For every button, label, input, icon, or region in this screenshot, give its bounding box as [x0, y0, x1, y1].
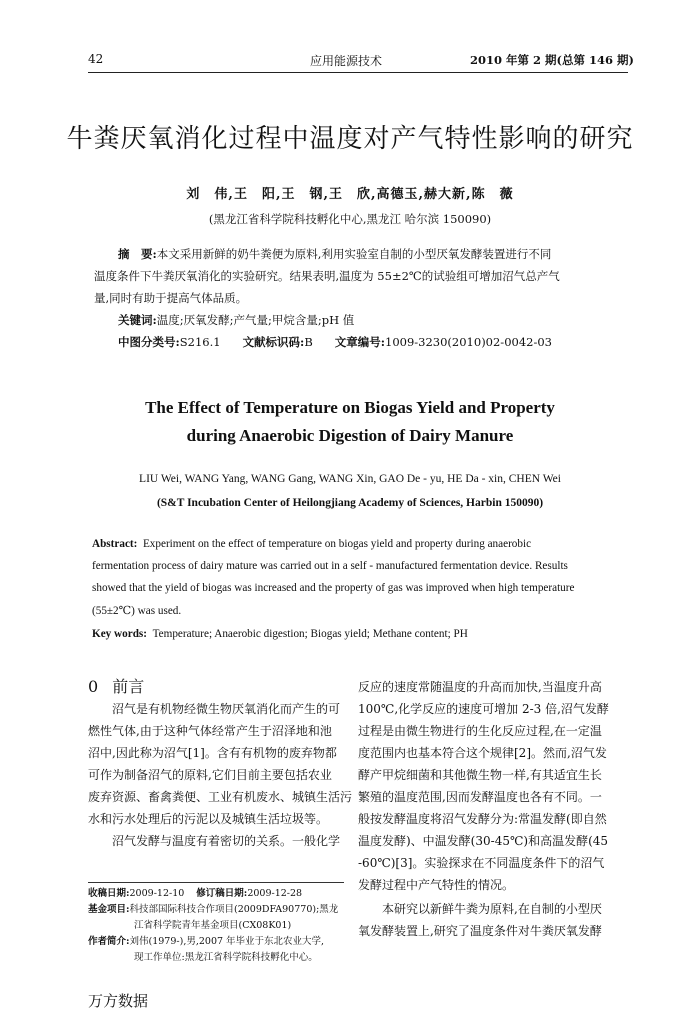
body-line: 繁殖的温度范围,因而发酵温度也各有不同。一	[358, 790, 602, 804]
body-line: 本研究以新鲜牛粪为原料,在自制的小型厌	[358, 902, 602, 916]
right-column	[358, 676, 630, 958]
page-number: 42	[88, 52, 104, 66]
title-en-line-2: during Anaerobic Digestion of Dairy Manure	[186, 426, 514, 445]
authors-cn: 刘 伟,王 阳,王 钢,王 欣,高德玉,赫大新,陈 薇	[186, 187, 514, 202]
abstract-en-line: Abstract: Experiment on the effect of temperature on biogas yield and property during anaerobic	[92, 538, 532, 550]
watermark: 万方数据	[88, 992, 149, 1010]
abstract-en-line: showed that the yield of biogas was increased and the property of gas was improved when high temperature	[92, 582, 575, 594]
affiliation-en: (S&T Incubation Center of Heilongjiang Academy of Sciences, Harbin 150090)	[156, 497, 544, 509]
body-line: 温度发酵)、中温发酵(30-45℃)和高温发酵(45	[358, 834, 609, 848]
issue-info: 2010 年第 2 期(总第 146 期)	[470, 53, 634, 67]
abstract-cn-line: 量,同时有助于提高气体品质。	[94, 291, 248, 305]
left-column	[88, 698, 358, 858]
abstract-cn-label: 摘 要:	[118, 247, 157, 261]
abstract-cn-line: 温度条件下牛粪厌氧消化的实验研究。结果表明,温度为 55±2℃的试验组可增加沼气总产气	[94, 269, 560, 283]
body-line: 废弃资源、畜禽粪便、工业有机废水、城镇生活污	[88, 790, 353, 804]
body-line: 沼气发酵与温度有着密切的关系。一般化学	[88, 834, 341, 848]
abstract-en-line: fermentation process of dairy mature was carried out in a self - manufactured fermentation device. Results	[92, 560, 568, 572]
body-line: 可作为制备沼气的原料,它们目前主要包括农业	[88, 768, 332, 782]
abstract-en-line: (55±2℃) was used.	[92, 605, 182, 617]
body-line: 发酵过程中产气特性的情况。	[358, 878, 515, 892]
header-rule	[88, 72, 628, 73]
abstract-cn	[94, 244, 606, 360]
body-line: 过程是由微生物进行的生化反应过程,在一定温	[358, 724, 602, 738]
body-line: -60℃)[3]。实验探求在不同温度条件下的沼气	[358, 856, 605, 870]
section-heading: 0 前言	[88, 677, 145, 696]
footnote-dates: 收稿日期:2009-12-10 修订稿日期:2009-12-28	[88, 888, 303, 899]
title-en-line-1: The Effect of Temperature on Biogas Yield and Property	[145, 398, 555, 417]
authors-en: LIU Wei, WANG Yang, WANG Gang, WANG Xin, GAO De - yu, HE Da - xin, CHEN Wei	[139, 473, 561, 485]
body-line: 沼气是有机物经微生物厌氧消化而产生的可	[88, 702, 341, 716]
body-line: 度范围内也基本符合这个规律[2]。然而,沼气发	[358, 746, 607, 760]
body-line: 酵产甲烷细菌和其他微生物一样,有其适宜生长	[358, 768, 602, 782]
body-line: 100℃,化学反应的速度可增加 2-3 倍,沼气发酵	[358, 702, 609, 716]
footnote-fund-cont: 江省科学院青年基金项目(CX08K01)	[134, 920, 292, 931]
keywords-en: Key words: Temperature; Anaerobic digestion; Biogas yield; Methane content; PH	[92, 628, 468, 640]
footnote-fund: 基金项目:科技部国际科技合作项目(2009DFA90770);黑龙	[88, 904, 339, 915]
body-line: 般按发酵温度将沼气发酵分为:常温发酵(即自然	[358, 812, 607, 826]
body-line: 燃性气体,由于这种气体经常产生于沼泽地和池	[88, 724, 332, 738]
body-line: 氧发酵装置上,研究了温度条件对牛粪厌氧发酵	[358, 924, 602, 938]
journal-name: 应用能源技术	[310, 54, 383, 68]
footnote-author-cont: 现工作单位:黑龙江省科学院科技孵化中心。	[134, 952, 318, 963]
abstract-en-label: Abstract:	[92, 538, 138, 550]
body-line: 反应的速度常随温度的升高而加快,当温度升高	[358, 680, 602, 694]
abstract-en	[92, 538, 612, 648]
keywords-cn: 关键词:温度;厌氧发酵;产气量;甲烷含量;pH 值	[118, 313, 355, 327]
abstract-cn-line: 摘 要:本文采用新鲜的奶牛粪便为原料,利用实验室自制的小型厌氧发酵装置进行不同	[118, 247, 552, 261]
affiliation-cn: (黑龙江省科学院科技孵化中心,黑龙江 哈尔滨 150090)	[208, 212, 492, 226]
title-cn: 牛粪厌氧消化过程中温度对产气特性影响的研究	[66, 124, 634, 154]
classification-line: 中图分类号:S216.1 文献标识码:B 文章编号:1009-3230(2010)02-0042-03	[118, 335, 552, 349]
footnote-author: 作者简介:刘伟(1979-),男,2007 年毕业于东北农业大学,	[88, 936, 325, 947]
body-line: 水和污水处理后的污泥以及城镇生活垃圾等。	[88, 812, 329, 826]
footnote	[88, 886, 358, 966]
body-line: 沼中,因此称为沼气[1]。含有有机物的废弃物都	[88, 746, 337, 760]
footnote-rule	[88, 882, 344, 883]
